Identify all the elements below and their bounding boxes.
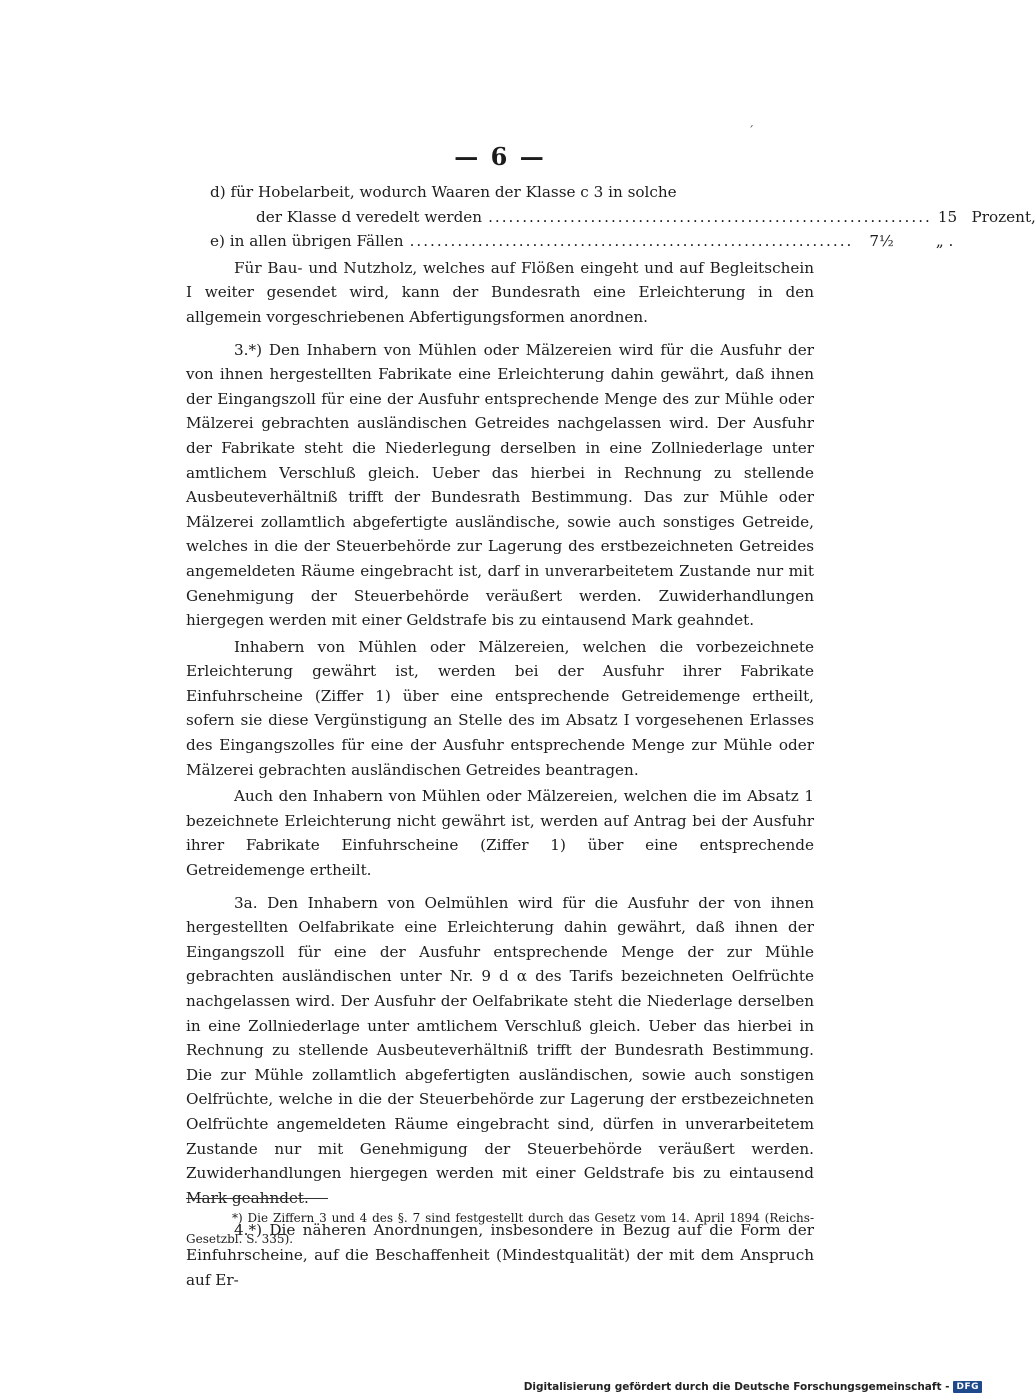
credit-text: Digitalisierung gefördert durch die Deutsche Forschungsgemeinschaft - [523,1381,950,1393]
footnote: *) Die Ziffern 3 und 4 des §. 7 sind festgestellt durch das Gesetz vom 14. April 1894 (Reichs-Gesetzbl. S. 335). [186,1211,814,1246]
footnote-divider [186,1198,328,1199]
list-item-e-unit: „ . [935,232,954,251]
list-item-d-value: 15 [937,207,958,226]
dfg-logo-icon: DFG [953,1381,982,1393]
list-item-e [186,229,954,254]
list-item-d [186,180,1036,229]
list-item-d-line1: d) für Hobelarbeit, wodurch Waaren der Klasse c 3 in solche [210,183,677,201]
list-item-d-line2 [186,205,1036,230]
paragraph-3a: 3a. Den Inhabern von Oelmühlen wird für die Ausfuhr der von ihnen hergestellten Oelfabrikate eine Erleichterung dahin gewährt, daß ihnen der Eingangszoll für eine der Ausfuhr entsprechende Menge der zur Mühle gebrachten ausländischen unter Nr. 9 d α des Tarifs bezeichneten Oelfrüchte nachgelassen wird. Der Ausfuhr der Oelfabrikate steht die Niederlage derselben in eine Zollniederlage unter amtlichem Verschluß gleich. Ueber das hierbei in Rechnung zu stellende Ausbeuteverhältniß trifft der Bundesrath Bestimmung. Die zur Mühle zollamtlich abgefertigten ausländischen, sowie auch sonstigen Oelfrüchte, welche in die der Steuerbehörde zur Lagerung der erstbezeichneten Oelfrüchte angemeldeten Räume eingebracht sind, dürfen in unverarbeitetem Zustande nur mit Genehmigung der Steuerbehörde veräußert werden. Zuwiderhandlungen hiergegen werden mit einer Geldstrafe bis zu eintausend Mark geahndet. [186,893,815,1207]
paragraph-4: 4.*) Die näheren Anordnungen, insbesondere in Bezug auf die Form der Einfuhrscheine, auf die Beschaffenheit (Mindestqualität) der mit dem Anspruch auf Er- [186,1221,814,1289]
paragraph-bauholz: Für Bau- und Nutzholz, welches auf Flößen eingeht und auf Begleitschein I weiter gesendet wird, kann der Bundesrath eine Erleichterung in den allgemein vorgeschriebenen Abfertigungsformen anordnen. [186,258,814,326]
list-item-d-label: der Klasse d veredelt werden [256,207,483,226]
paragraph-3-antrag: Auch den Inhabern von Mühlen oder Mälzereien, welchen die im Absatz 1 bezeichnete Erleichterung nicht gewährt ist, werden auf Antrag bei der Ausfuhr ihrer Fabrikate Einfuhrscheine (Ziffer 1) über eine entsprechende Getreidemenge ertheilt. [186,787,814,880]
page-number: — 6 — [454,142,546,171]
leader-dots: ................................................................. [409,232,854,251]
stray-mark: ´ [748,124,754,138]
digitization-credit [524,1381,982,1393]
body-text [186,180,1036,1292]
list-item-d-unit: Prozent, [971,207,1036,226]
leader-dots: ................................................................. [488,207,932,226]
list-item-e-label: e) in allen übrigen Fällen [210,232,404,251]
paragraph-3: 3.*) Den Inhabern von Mühlen oder Mälzereien wird für die Ausfuhr der von ihnen hergestellten Fabrikate eine Erleichterung dahin gewährt, daß ihnen der Eingangszoll für eine der Ausfuhr entsprechende Menge des zur Mühle oder Mälzerei gebrachten ausländischen Getreides nachgelassen wird. Der Ausfuhr der Fabrikate steht die Niederlegung derselben in eine Zollniederlage unter amtlichem Verschluß gleich. Ueber das hierbei in Rechnung zu stellende Ausbeuteverhältniß trifft der Bundesrath Bestimmung. Das zur Mühle oder Mälzerei zollamtlich abgefertigte ausländische, sowie auch sonstiges Getreide, welches in die der Steuerbehörde zur Lagerung des erstbezeichneten Getreides angemeldeten Räume eingebracht ist, darf in unverarbeitetem Zustande nur mit Genehmigung der Steuerbehörde veräußert werden. Zuwiderhandlungen hiergegen werden mit einer Geldstrafe bis zu eintausend Mark geahndet. [186,340,814,630]
paragraph-3-einfuhrscheine: Inhabern von Mühlen oder Mälzereien, welchen die vorbezeichnete Erleichterung gewährt ist, werden bei der Ausfuhr ihrer Fabrikate Einfuhrscheine (Ziffer 1) über eine entsprechende Getreidemenge ertheilt, sofern sie diese Vergünstigung an Stelle des im Absatz I vorgesehenen Erlasses des Eingangszolles für eine der Ausfuhr entsprechende Menge zur Mühle oder Mälzerei gebrachten ausländischen Getreides beantragen. [186,637,814,779]
list-item-e-value: 7½ [869,232,894,251]
